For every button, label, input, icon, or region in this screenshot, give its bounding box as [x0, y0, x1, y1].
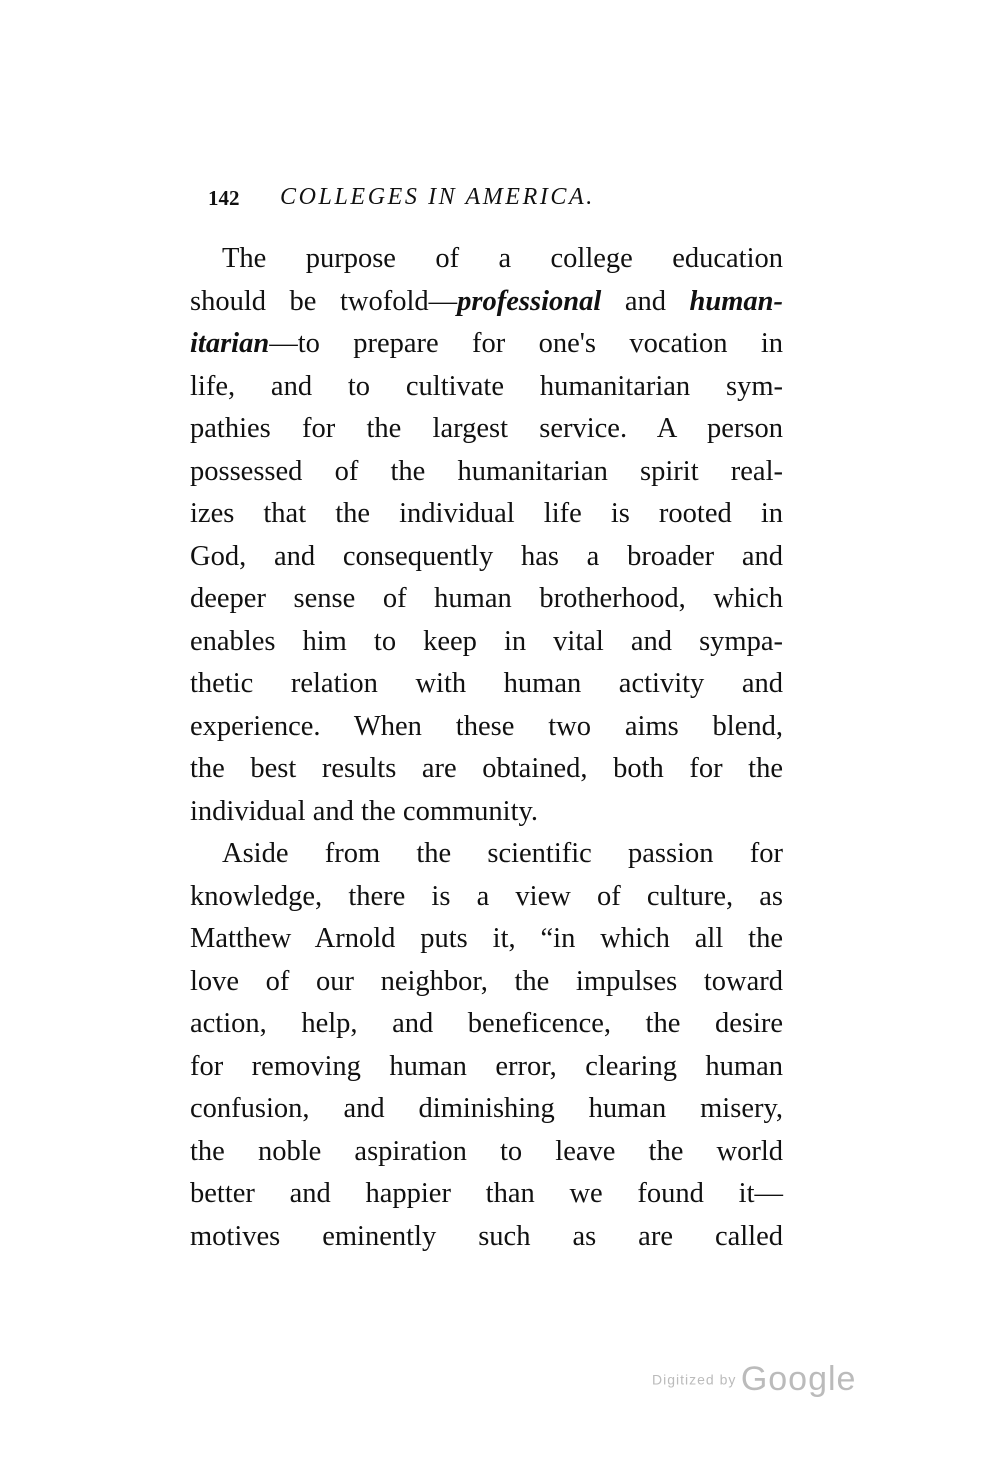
italic-span: human- [689, 285, 783, 317]
text-line: thetic relation with human activity and [190, 668, 783, 699]
text-line [190, 281, 783, 324]
text-line: the best results are obtained, both for the [190, 753, 783, 784]
text-line: motives eminently such as are called [190, 1220, 783, 1252]
text-line: The purpose of a college education [222, 243, 783, 274]
text-line: the noble aspiration to leave the world [190, 1135, 783, 1167]
text-line: for removing human error, clearing human [190, 1050, 783, 1082]
watermark-prefix: Digitized by [652, 1371, 737, 1388]
text-line [190, 323, 783, 366]
text-span: and [601, 285, 690, 317]
text-line: deeper sense of human brotherhood, which [190, 583, 783, 614]
text-line: knowledge, there is a view of culture, as [190, 880, 783, 912]
text-line: God, and consequently has a broader and [190, 540, 783, 572]
text-line: Aside from the scientific passion for [222, 838, 783, 869]
text-line: love of our neighbor, the impulses toward [190, 965, 783, 997]
text-line: pathies for the largest service. A person [190, 413, 783, 444]
italic-span: itarian [190, 328, 270, 359]
digitized-by-google-watermark [652, 1360, 856, 1399]
page-body [190, 238, 783, 1258]
text-span: —to prepare for one's vocation in [269, 328, 783, 359]
running-title: COLLEGES IN AMERICA. [280, 184, 595, 210]
watermark-brand: Google [740, 1360, 857, 1398]
text-line: better and happier than we found it— [190, 1178, 783, 1209]
page-number: 142 [208, 186, 240, 210]
text-span: should be twofold— [190, 285, 458, 317]
text-line: life, and to cultivate humanitarian sym- [190, 370, 783, 402]
italic-span: professional [457, 285, 602, 317]
text-line: individual and the community. [190, 795, 539, 827]
text-line: action, help, and beneficence, the desire [190, 1008, 783, 1039]
text-line: experience. When these two aims blend, [190, 710, 783, 742]
text-line: enables him to keep in vital and sympa- [190, 625, 783, 657]
running-header [208, 184, 678, 218]
text-line: confusion, and diminishing human misery, [190, 1093, 783, 1124]
text-line: Matthew Arnold puts it, “in which all the [190, 923, 783, 954]
text-line: possessed of the humanitarian spirit real- [190, 455, 783, 487]
text-line: izes that the individual life is rooted in [190, 498, 783, 529]
